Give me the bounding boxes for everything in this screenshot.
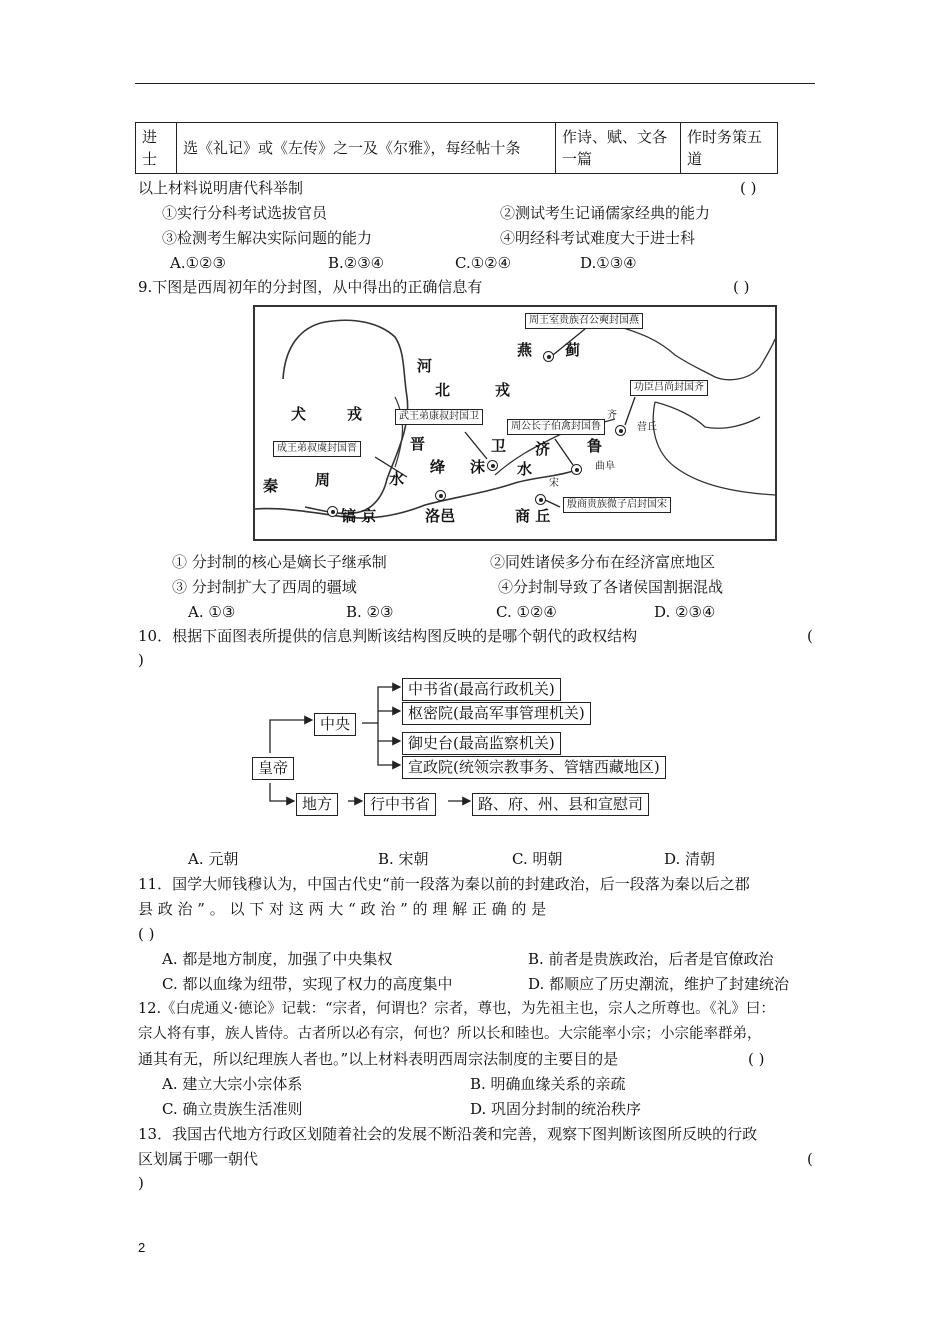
map-label-yan: 燕: [517, 341, 533, 359]
city-marker-yingqiu: [615, 425, 626, 436]
q12-answer-paren: ( ): [748, 1050, 765, 1068]
map-label-bei: 北: [435, 381, 451, 399]
city-marker-ji: [543, 351, 554, 362]
city-marker-qufu: [571, 464, 582, 475]
q11-line-3: ( ): [138, 925, 155, 943]
map-label-wei: 卫: [491, 437, 507, 455]
q8-stem: 以上材料说明唐代科举制: [138, 179, 304, 197]
q8-option-1: ①实行分科考试选拔官员: [162, 204, 328, 222]
chart-xuanzheng-box: 宣政院(统领宗教事务、管辖西藏地区): [402, 756, 666, 779]
q13-line-2: 区划属于哪一朝代: [138, 1150, 259, 1168]
q9-option-4: ④分封制导致了各诸侯国割据混战: [498, 578, 724, 596]
q9-answer-paren: ( ): [733, 278, 750, 296]
western-zhou-fief-map: [253, 305, 777, 541]
q10-paren-open: (: [807, 627, 813, 645]
chart-shumi-box: 枢密院(最高军事管理机关): [402, 702, 591, 725]
q8-option-2: ②测试考生记诵儒家经典的能力: [500, 204, 711, 222]
q11-line-2: 县 政 治 ” 。 以 下 对 这 两 大 “ 政 治 ” 的 理 解 正 确 的 是: [138, 900, 547, 918]
q13-paren-open: (: [807, 1150, 813, 1168]
map-note-jin: 成王弟叔虞封国晋: [273, 441, 361, 457]
q13-paren-close: ): [138, 1174, 144, 1192]
q10-paren-close: ): [138, 651, 144, 669]
q9-option-3: ③ 分封制扩大了西周的疆域: [172, 578, 357, 596]
q10-choice-d: D. 清朝: [664, 850, 716, 868]
q12-line-2: 宗人将有事，族人皆侍。古者所以必有宗，何也？所以长和睦也。大宗能率小宗；小宗能率群弟，: [138, 1026, 762, 1042]
map-label-ji: 蓟: [565, 341, 581, 359]
map-label-quan: 犬: [291, 405, 307, 423]
q12-line-1: 12.《白虎通义·德论》记载：“宗者，何谓也？宗者，尊也，为先祖主也，宗人之所尊也。《礼》曰：: [138, 1001, 775, 1017]
map-label-yingqiu: 营丘: [637, 422, 657, 433]
map-label-zhou: 周: [315, 471, 331, 489]
policy-cell: 作时务策五道: [681, 123, 778, 174]
map-label-haojing: 镐 京: [341, 507, 377, 525]
q8-option-3: ③检测考生解决实际问题的能力: [162, 229, 373, 247]
map-label-mo: 沫: [470, 458, 486, 476]
map-label-song: 宋: [549, 478, 559, 489]
q10-choice-c: C. 明朝: [512, 850, 563, 868]
chart-emperor-box: 皇帝: [252, 757, 294, 780]
map-label-rong: 戎: [495, 381, 511, 399]
q9-choice-d: D. ②③④: [654, 603, 716, 621]
city-marker-haojing: [327, 506, 338, 517]
q11-choice-b: B. 前者是贵族政治，后者是官僚政治: [528, 950, 774, 968]
q11-choice-c: C. 都以血缘为纽带，实现了权力的高度集中: [162, 975, 453, 993]
chart-yushi-box: 御史台(最高监察机关): [402, 732, 561, 755]
q10-choice-a: A. 元朝: [188, 850, 239, 868]
yuan-government-chart: [250, 675, 740, 820]
q9-choice-b: B. ②③: [346, 603, 394, 621]
map-note-yan: 周王室贵族召公奭封国燕: [525, 313, 643, 329]
chart-central-box: 中央: [314, 713, 356, 736]
chart-lufu-box: 路、府、州、县和宣慰司: [472, 793, 649, 816]
q9-choice-c: C. ①②④: [496, 603, 557, 621]
map-label-qi: 齐: [607, 410, 617, 421]
map-label-jin: 晋: [410, 435, 426, 453]
map-label-qin: 秦: [263, 477, 279, 495]
content-cell: 选《礼记》或《左传》之一及《尔雅》，每经帖十条: [177, 123, 556, 174]
q13-line-1: 13．我国古代地方行政区划随着社会的发展不断沿袭和完善，观察下图判断该图所反映的行政: [138, 1125, 758, 1143]
q9-choice-a: A. ①③: [188, 603, 236, 621]
map-label-lu: 鲁: [587, 437, 603, 455]
city-marker-mo: [487, 460, 498, 471]
map-label-shangqiu: 商 丘: [515, 507, 551, 525]
map-label-he: 河: [417, 357, 433, 375]
q8-choice-d: D.①③④: [580, 254, 637, 272]
q12-choice-b: B. 明确血缘关系的亲疏: [470, 1075, 626, 1093]
map-note-song: 殷商贵族微子启封国宋: [563, 497, 671, 513]
q11-choice-d: D. 都顺应了历史潮流，维护了封建统治: [528, 975, 790, 993]
q8-option-4: ④明经科考试难度大于进士科: [500, 229, 696, 247]
q12-choice-d: D. 巩固分封制的统治秩序: [470, 1100, 642, 1118]
map-label-river-1: 水: [389, 470, 405, 488]
poetry-cell: 作诗、赋、文各一篇: [556, 123, 681, 174]
q8-answer-paren: ( ): [740, 179, 757, 197]
chart-local-box: 地方: [296, 793, 338, 816]
map-note-lu: 周公长子伯禽封国鲁: [507, 419, 605, 435]
q9-option-1: ① 分封制的核心是嫡长子继承制: [172, 553, 387, 571]
city-marker-shangqiu: [535, 494, 546, 505]
map-label-jiang: 绛: [430, 458, 446, 476]
q8-choice-c: C.①②④: [455, 254, 512, 272]
chart-xingzhongshu-box: 行中书省: [364, 793, 436, 816]
city-marker-luoyi: [435, 490, 446, 501]
chart-zhongshu-box: 中书省(最高行政机关): [402, 678, 561, 701]
q8-choice-a: A.①②③: [170, 254, 226, 272]
q10-choice-b: B. 宋朝: [378, 850, 429, 868]
page-number: 2: [138, 1240, 146, 1255]
exam-content-table: [135, 122, 778, 174]
map-note-wei: 武王弟康叔封国卫: [395, 409, 483, 425]
map-label-river-2: 水: [517, 460, 533, 478]
map-label-rong2: 戎: [347, 405, 363, 423]
map-note-qi: 功臣吕尚封国齐: [630, 380, 708, 396]
q9-option-2: ②同姓诸侯多分布在经济富庶地区: [490, 553, 716, 571]
q10-stem: 10．根据下面图表所提供的信息判断该结构图反映的是哪个朝代的政权结构: [138, 627, 638, 645]
map-label-qufu: 曲阜: [595, 461, 615, 472]
header-rule: [135, 83, 815, 84]
q8-choice-b: B.②③④: [328, 254, 385, 272]
row-head-cell: 进士: [136, 123, 177, 174]
q12-choice-c: C. 确立贵族生活准则: [162, 1100, 303, 1118]
q11-choice-a: A. 都是地方制度，加强了中央集权: [162, 950, 393, 968]
q9-stem: 9.下图是西周初年的分封图，从中得出的正确信息有: [138, 278, 483, 296]
q12-line-3: 通其有无，所以纪理族人者也。”以上材料表明西周宗法制度的主要目的是: [138, 1050, 619, 1068]
map-label-ji-river: 济: [535, 440, 551, 458]
map-label-luoyi: 洛邑: [425, 507, 456, 525]
q12-choice-a: A. 建立大宗小宗体系: [162, 1075, 303, 1093]
q11-line-1: 11．国学大师钱穆认为，中国古代史“前一段落为秦以前的封建政治，后一段落为秦以后之郡: [138, 875, 750, 893]
